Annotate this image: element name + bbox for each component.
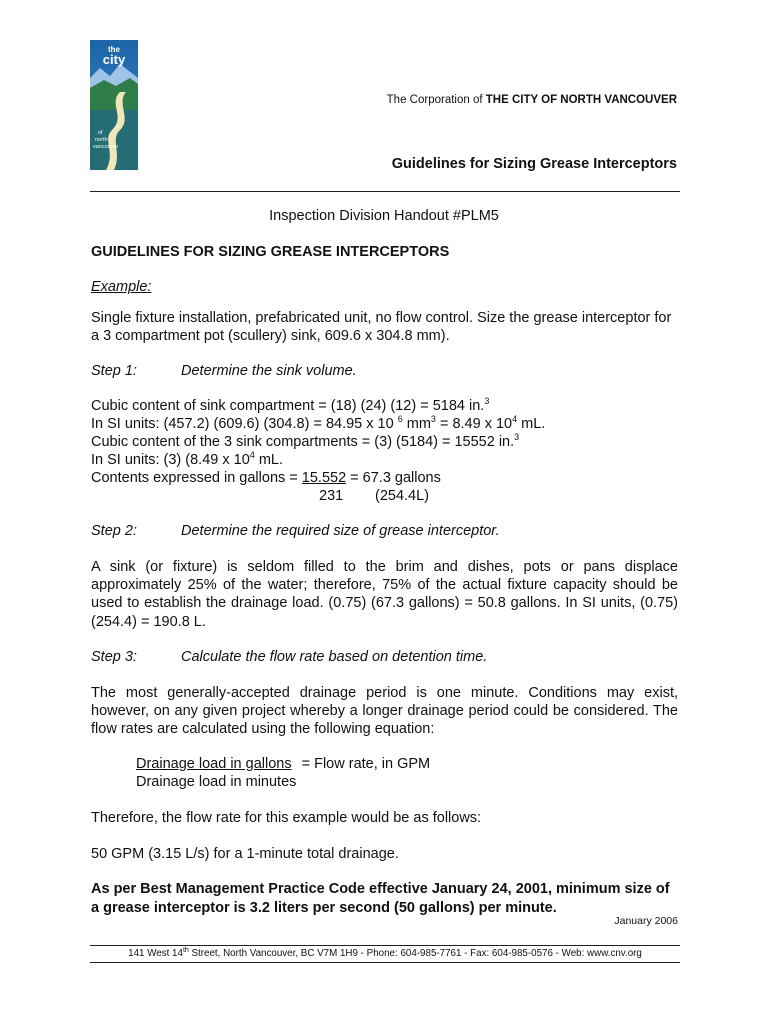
calc-line-6-denominator: 231 <box>319 488 344 504</box>
calc-line-5-b: = 67.3 gallons <box>346 470 441 486</box>
calc-line-3-text: Cubic content of the 3 sink compartments = (3) (5184) = 15552 in. <box>91 434 515 450</box>
handout-number: Inspection Division Handout #PLM5 <box>269 208 499 224</box>
example-text: Single fixture installation, prefabricated unit, no flow control. Size the grease interceptor for a 3 compartment pot (scullery) sink, 609.6 x 304.8 mm). <box>91 310 672 345</box>
footer-address <box>90 948 680 959</box>
calc-line-3 <box>91 434 519 452</box>
calc-line-4-a: In SI units: (3) (8.49 x 10 <box>91 452 250 468</box>
footer-divider-bottom <box>90 962 680 963</box>
step3-paragraph: The most generally-accepted drainage period is one minute. Conditions may exist, however, on any given project whereby a longer drainage period could be considered. The flow rates are calculated using the following equation: <box>91 685 678 738</box>
footer-address-sup: th <box>182 947 189 954</box>
document-title: Guidelines for Sizing Grease Interceptors <box>391 156 677 172</box>
calc-line-2-sup2: 3 <box>430 414 436 424</box>
step3-label: Step 3: <box>91 649 137 665</box>
calc-line-5 <box>91 470 441 488</box>
therefore-text: Therefore, the flow rate for this example would be as follows: <box>91 810 482 826</box>
final-statement: As per Best Management Practice Code effective January 24, 2001, minimum size of a grease interceptor is 3.2 liters per second (50 gallons) per minute. <box>91 881 670 916</box>
footer-address-b: Street, North Vancouver, BC V7M 1H9 - Phone: 604-985-7761 - Fax: 604-985-0576 - Web: www.cnv.org <box>188 948 642 959</box>
calc-line-6-si: (254.4L) <box>375 488 430 504</box>
corporation-line <box>387 94 677 106</box>
corporation-prefix: The Corporation of <box>386 94 483 106</box>
date-label: January 2006 <box>614 915 678 927</box>
logo-word-vancouver: vancouver <box>93 144 119 150</box>
calc-line-1-text: Cubic content of sink compartment = (18) (24) (12) = 5184 in. <box>91 398 485 414</box>
calc-line-4 <box>91 452 283 470</box>
corporation-name: THE CITY OF NORTH VANCOUVER <box>485 94 677 106</box>
calc-line-2-sup1: 6 <box>397 414 403 424</box>
calc-line-2-b: mm <box>402 416 431 432</box>
page-heading: GUIDELINES FOR SIZING GREASE INTERCEPTORS <box>91 244 450 260</box>
calc-line-3-sup: 3 <box>514 432 520 442</box>
calc-line-5-numerator: 15.552 <box>301 470 347 486</box>
logo-word-the: the <box>108 45 120 54</box>
equation-result: = Flow rate, in GPM <box>301 756 431 772</box>
example-label <box>91 278 678 296</box>
calc-line-4-sup: 4 <box>249 450 255 460</box>
step1-label: Step 1: <box>91 363 137 379</box>
calc-line-2 <box>91 416 545 434</box>
step3-text: Calculate the flow rate based on detention time. <box>181 649 488 665</box>
equation-denominator: Drainage load in minutes <box>136 774 297 790</box>
calc-line-2-d: mL. <box>517 416 546 432</box>
footer-address-a: 141 West 14 <box>128 948 183 959</box>
example-label-text: Example: <box>91 279 152 295</box>
logo-word-city: city <box>102 52 126 67</box>
result-text: 50 GPM (3.15 L/s) for a 1-minute total drainage. <box>91 846 399 862</box>
logo-word-of: of <box>98 130 103 136</box>
calc-line-2-a: In SI units: (457.2) (609.6) (304.8) = 84.95 x 10 <box>91 416 398 432</box>
calc-line-2-c: = 8.49 x 10 <box>435 416 513 432</box>
city-logo <box>90 40 138 170</box>
step2-paragraph: A sink (or fixture) is seldom filled to the brim and dishes, pots or pans displace approximately 25% of the water; therefore, 75% of the actual fixture capacity should be used to establish the drainage load. (0.75) (67.3 gallons) = 50.8 gallons. In SI units, (0.75) (254.4) = 190.8 L. <box>91 559 678 630</box>
calc-line-1 <box>91 398 489 416</box>
header-divider <box>90 191 680 192</box>
step2-text: Determine the required size of grease interceptor. <box>181 523 500 539</box>
calc-line-4-b: mL. <box>254 452 283 468</box>
logo-word-north: north <box>95 137 108 143</box>
city-logo-graphic <box>90 40 138 170</box>
calc-line-2-sup3: 4 <box>512 414 518 424</box>
footer-divider-top <box>90 945 680 946</box>
step2-label: Step 2: <box>91 523 137 539</box>
equation-numerator: Drainage load in gallons <box>136 756 292 772</box>
calc-line-5-a: Contents expressed in gallons = <box>91 470 302 486</box>
equation-line-1 <box>136 756 430 774</box>
step1-text: Determine the sink volume. <box>181 363 357 379</box>
calc-line-1-sup: 3 <box>484 396 490 406</box>
